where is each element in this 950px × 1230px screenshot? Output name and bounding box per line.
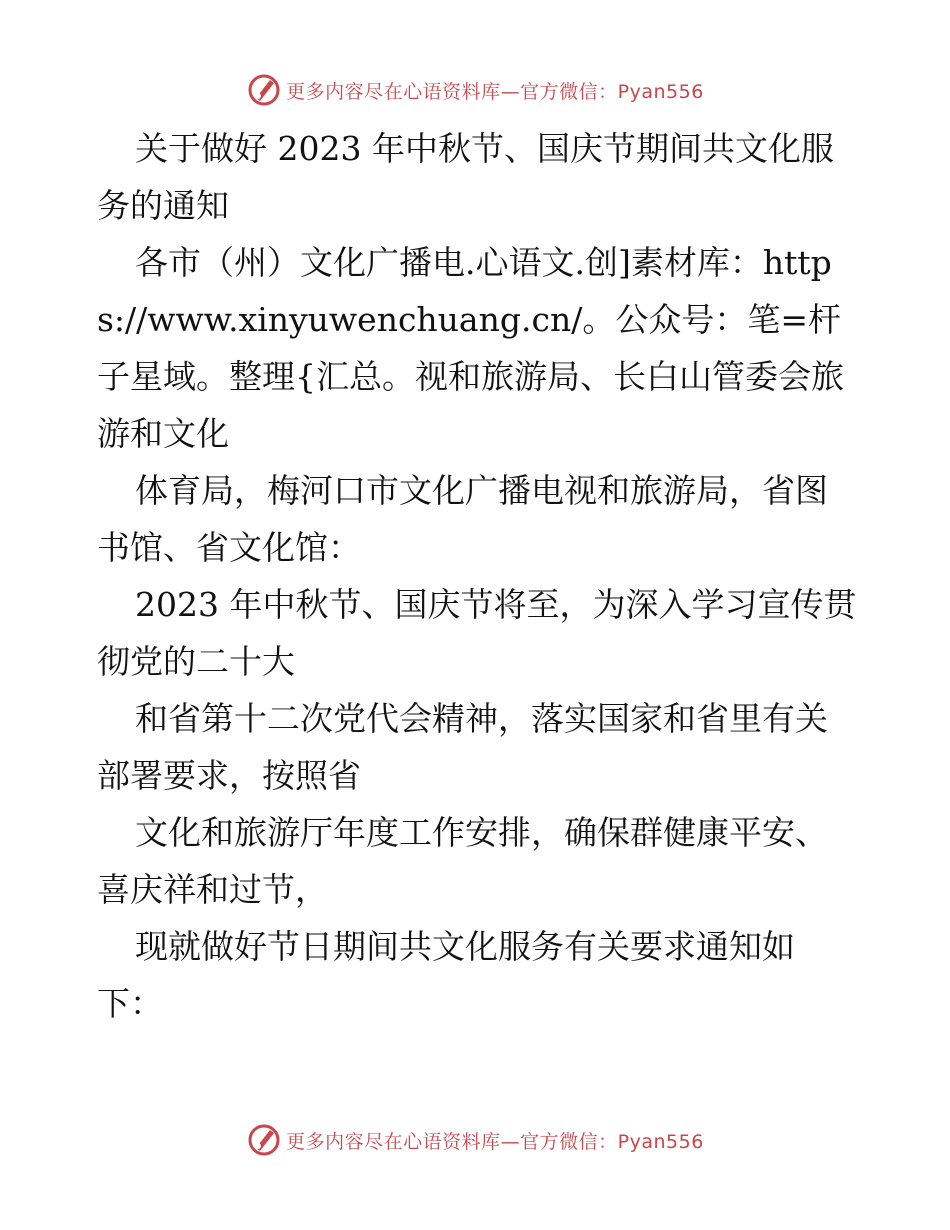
document-body [97,120,857,1032]
pen-circle-logo-icon [246,72,282,108]
paragraph: 文化和旅游厅年度工作安排，确保群健康平安、喜庆祥和过节， [97,813,828,909]
paragraph: 体育局，梅河口市文化广播电视和旅游局，省图书馆、省文化馆： [97,471,828,567]
pen-circle-logo-icon [246,1122,282,1158]
header-watermark-text: 更多内容尽在心语资料库—官方微信：Pyan556 [286,80,704,103]
header-watermark [0,70,950,110]
paragraph: 和省第十二次党代会精神，落实国家和省里有关部署要求，按照省 [97,699,828,795]
document-title: 关于做好 2023 年中秋节、国庆节期间共文化服务的通知 [97,129,834,225]
footer-watermark [0,1120,950,1160]
paragraph: 2023 年中秋节、国庆节将至，为深入学习宣传贯彻党的二十大 [97,585,857,681]
paragraph: 各市（州）文化广播电.心语文.创]素材库：https://www.xinyuwenchuang.cn/。公众号：笔=杆子星域。整理{汇总。视和旅游局、长白山管委会旅游和文化 [97,243,844,453]
footer-watermark-text: 更多内容尽在心语资料库—官方微信：Pyan556 [286,1130,704,1153]
paragraph: 现就做好节日期间共文化服务有关要求通知如下： [97,927,795,1023]
